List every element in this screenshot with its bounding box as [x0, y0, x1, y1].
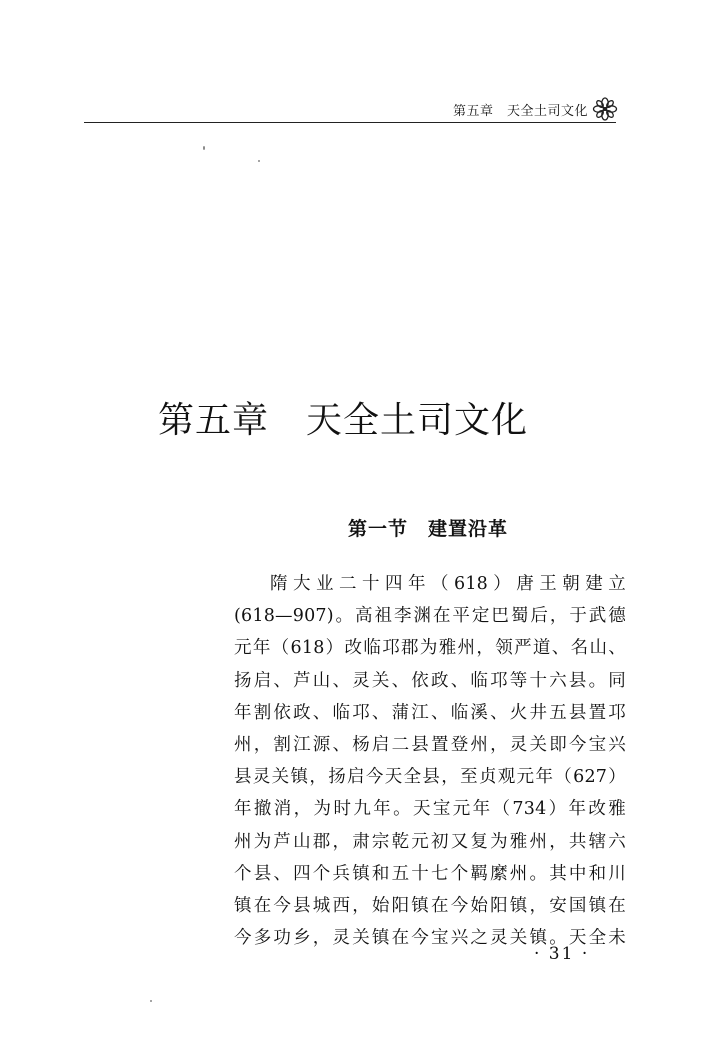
body-line: 镇在今县城西，始阳镇在今始阳镇，安国镇在	[234, 895, 626, 916]
body-line: 今多功乡，灵关镇在今宝兴之灵关镇。天全未	[234, 928, 626, 949]
body-line: 年割依政、临邛、蒲江、临溪、火井五县置邛	[234, 702, 626, 723]
body-line: 年撤消，为时九年。天宝元年（734）年改雅	[234, 799, 626, 820]
chapter-title: 第五章 天全土司文化	[158, 400, 529, 441]
body-line: (618—907)。高祖李渊在平定巴蜀后，于武德	[234, 606, 626, 627]
running-header	[0, 100, 710, 130]
scan-speck	[203, 146, 205, 150]
scan-speck	[258, 160, 260, 162]
body-line: 元年（618）改临邛郡为雅州，领严道、名山、	[234, 638, 626, 659]
header-rule	[84, 122, 616, 123]
floral-ornament-icon	[592, 97, 618, 121]
body-line: 扬启、芦山、灵关、依政、临邛等十六县。同	[234, 670, 626, 691]
body-line: 隋大业二十四年（618）唐王朝建立	[270, 574, 626, 594]
body-line: 州，割江源、杨启二县置登州，灵关即今宝兴	[234, 734, 626, 755]
scan-speck	[150, 1000, 152, 1002]
body-line: 州为芦山郡，肃宗乾元初又复为雅州，共辖六	[234, 831, 626, 852]
body-paragraph	[234, 568, 626, 954]
body-line: 个县、四个兵镇和五十七个羁縻州。其中和川	[234, 863, 626, 884]
section-title: 第一节 建置沿革	[347, 518, 508, 540]
page-number: · 31 ·	[534, 944, 590, 964]
running-header-title: 第五章 天全土司文化	[452, 104, 588, 119]
body-line: 县灵关镇，扬启今天全县，至贞观元年（627）	[234, 767, 626, 788]
